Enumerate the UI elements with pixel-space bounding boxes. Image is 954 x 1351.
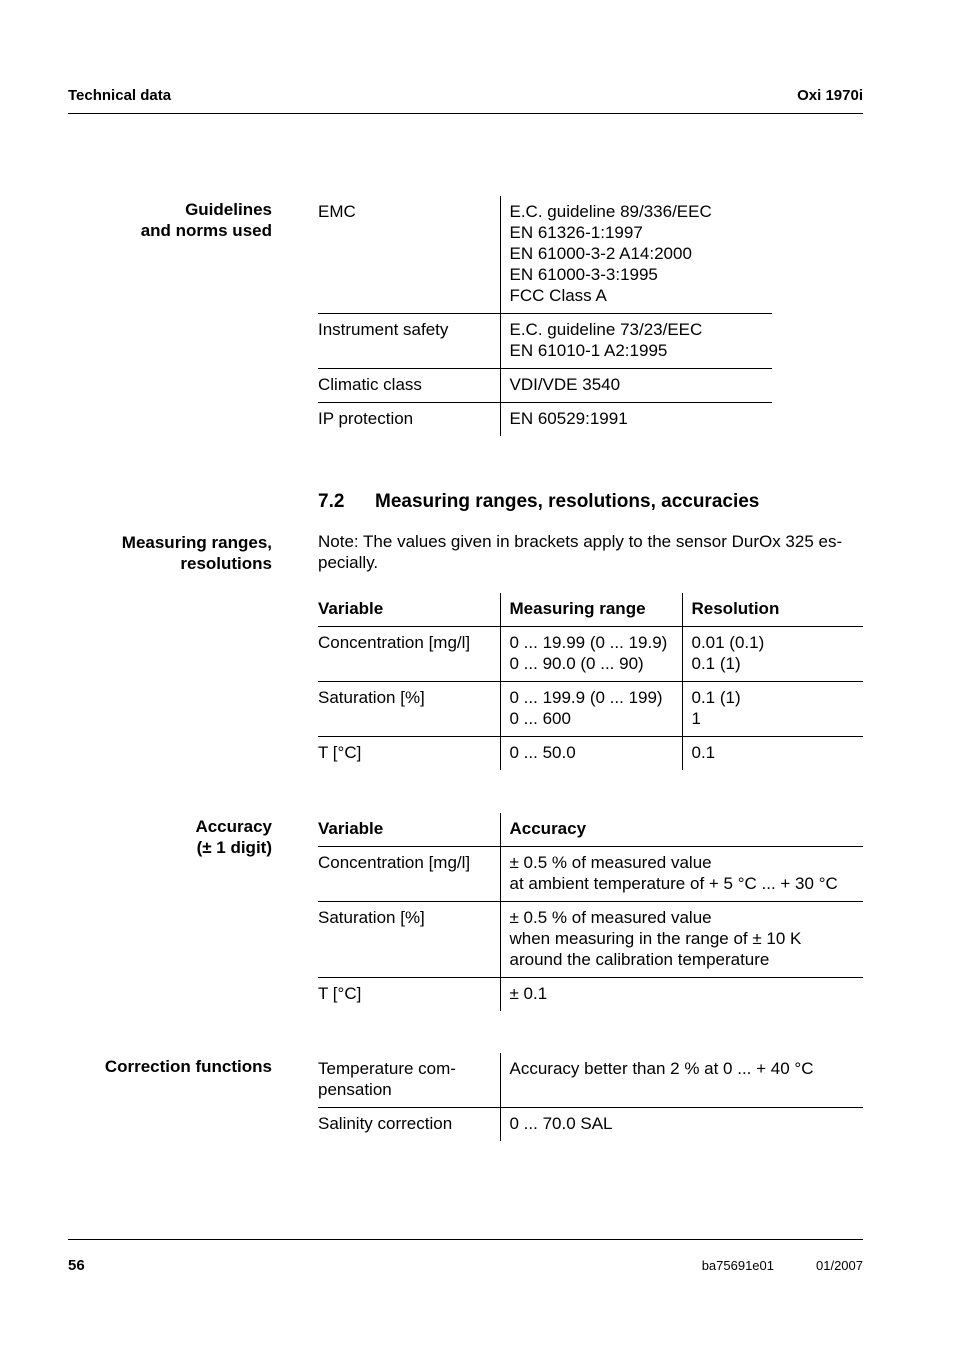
guideline-value: EN 61000-3-2 A14:2000 (509, 244, 692, 263)
side-label-line: Accuracy (195, 817, 272, 836)
column-header: Variable (318, 813, 500, 847)
range-value: 0 ... 90.0 (0 ... 90) (509, 654, 644, 673)
document-date: 01/2007 (816, 1258, 863, 1273)
accuracy-cell (500, 847, 863, 902)
resolution-cell (682, 627, 863, 682)
guideline-value: EN 61010-1 A2:1995 (509, 341, 668, 360)
side-label-line: Guidelines (185, 200, 272, 219)
section-title: Measuring ranges, resolutions, accuracies (375, 491, 760, 512)
resolution-value: 0.1 (1) (691, 654, 741, 673)
guideline-value: EN 61326-1:1997 (509, 223, 643, 242)
table-header-row (318, 593, 863, 627)
accuracy-side-label (195, 816, 272, 858)
resolution-value: 1 (691, 709, 701, 728)
guideline-value: E.C. guideline 89/336/EEC (509, 202, 712, 221)
document-id: ba75691e01 (701, 1258, 774, 1273)
column-header: Measuring range (500, 593, 682, 627)
variable-cell: Concentration [mg/l] (318, 847, 500, 902)
header-right-title: Oxi 1970i (797, 87, 863, 104)
range-value: 0 ... 199.9 (0 ... 199) (509, 688, 663, 707)
table-row (318, 1053, 863, 1108)
side-label-line: and norms used (140, 221, 272, 240)
column-header: Resolution (682, 593, 863, 627)
table-row (318, 1108, 863, 1142)
accuracy-value: ± 0.5 % of measured value (509, 853, 712, 872)
resolution-cell (682, 682, 863, 737)
range-cell (500, 682, 682, 737)
guideline-value: FCC Class A (509, 286, 607, 305)
guideline-value: EN 61000-3-3:1995 (509, 265, 658, 284)
ranges-side-label (122, 532, 272, 574)
guideline-value: E.C. guideline 73/23/EEC (509, 320, 703, 339)
side-label-line: (± 1 digit) (196, 838, 272, 857)
table-row (318, 314, 772, 369)
resolution-value: 0.01 (0.1) (691, 633, 765, 652)
guideline-value: VDI/VDE 3540 (509, 375, 621, 394)
variable-cell: T [°C] (318, 978, 500, 1012)
range-value: 0 ... 19.99 (0 ... 19.9) (509, 633, 668, 652)
range-cell (500, 627, 682, 682)
guidelines-table (318, 196, 772, 436)
variable-cell: Saturation [%] (318, 682, 500, 737)
table-row (318, 369, 772, 403)
page-number: 56 (68, 1257, 85, 1274)
resolution-value: 0.1 (1) (691, 688, 741, 707)
side-label-line: Measuring ranges, (121, 533, 272, 552)
function-value: 0 ... 70.0 SAL (500, 1108, 863, 1142)
table-row (318, 902, 863, 978)
table-row (318, 978, 863, 1012)
guideline-values (500, 403, 772, 437)
guideline-name: Instrument safety (318, 314, 500, 369)
ranges-table (318, 593, 863, 770)
accuracy-value: when measuring in the range of ± 10 K (509, 929, 802, 948)
guideline-value: EN 60529:1991 (509, 409, 628, 428)
correction-table (318, 1053, 863, 1141)
guideline-values (500, 369, 772, 403)
correction-side-label: Correction functions (104, 1057, 272, 1076)
function-name: pensation (318, 1080, 392, 1099)
table-row (318, 196, 772, 314)
guideline-values (500, 196, 772, 314)
function-value: Accuracy better than 2 % at 0 ... + 40 °C (500, 1053, 863, 1108)
function-name: Salinity correction (318, 1114, 453, 1133)
column-header: Variable (318, 593, 500, 627)
accuracy-table (318, 813, 863, 1011)
table-row (318, 682, 863, 737)
section-number: 7.2 (318, 491, 345, 512)
guideline-name: Climatic class (318, 369, 500, 403)
resolution-value: 0.1 (691, 743, 716, 762)
range-value: 0 ... 50.0 (509, 743, 576, 762)
guideline-name: EMC (318, 202, 356, 221)
ranges-note: Note: The values given in brackets apply to the sensor DurOx 325 es-pecially. (318, 532, 843, 572)
column-header: Accuracy (500, 813, 863, 847)
function-name-cell (318, 1053, 500, 1108)
table-row (318, 627, 863, 682)
accuracy-value: at ambient temperature of + 5 °C ... + 30 °C (509, 874, 838, 893)
table-row (318, 737, 863, 771)
range-value: 0 ... 600 (509, 709, 571, 728)
variable-cell: Concentration [mg/l] (318, 627, 500, 682)
header-rule (68, 113, 863, 114)
guideline-values (500, 314, 772, 369)
accuracy-cell (500, 978, 863, 1012)
table-row (318, 403, 772, 437)
function-name: Temperature com- (318, 1059, 456, 1078)
guideline-name: IP protection (318, 403, 500, 437)
accuracy-value: ± 0.5 % of measured value (509, 908, 712, 927)
footer-rule (68, 1239, 863, 1240)
accuracy-cell (500, 902, 863, 978)
function-name-cell (318, 1108, 500, 1142)
table-header-row (318, 813, 863, 847)
header-left-title: Technical data (68, 87, 172, 104)
resolution-cell (682, 737, 863, 771)
side-label-line: resolutions (180, 554, 272, 573)
variable-cell: T [°C] (318, 737, 500, 771)
range-cell (500, 737, 682, 771)
accuracy-value: around the calibration temperature (509, 950, 770, 969)
guidelines-side-label (141, 199, 272, 241)
accuracy-value: ± 0.1 (509, 984, 548, 1003)
variable-cell: Saturation [%] (318, 902, 500, 978)
table-row (318, 847, 863, 902)
